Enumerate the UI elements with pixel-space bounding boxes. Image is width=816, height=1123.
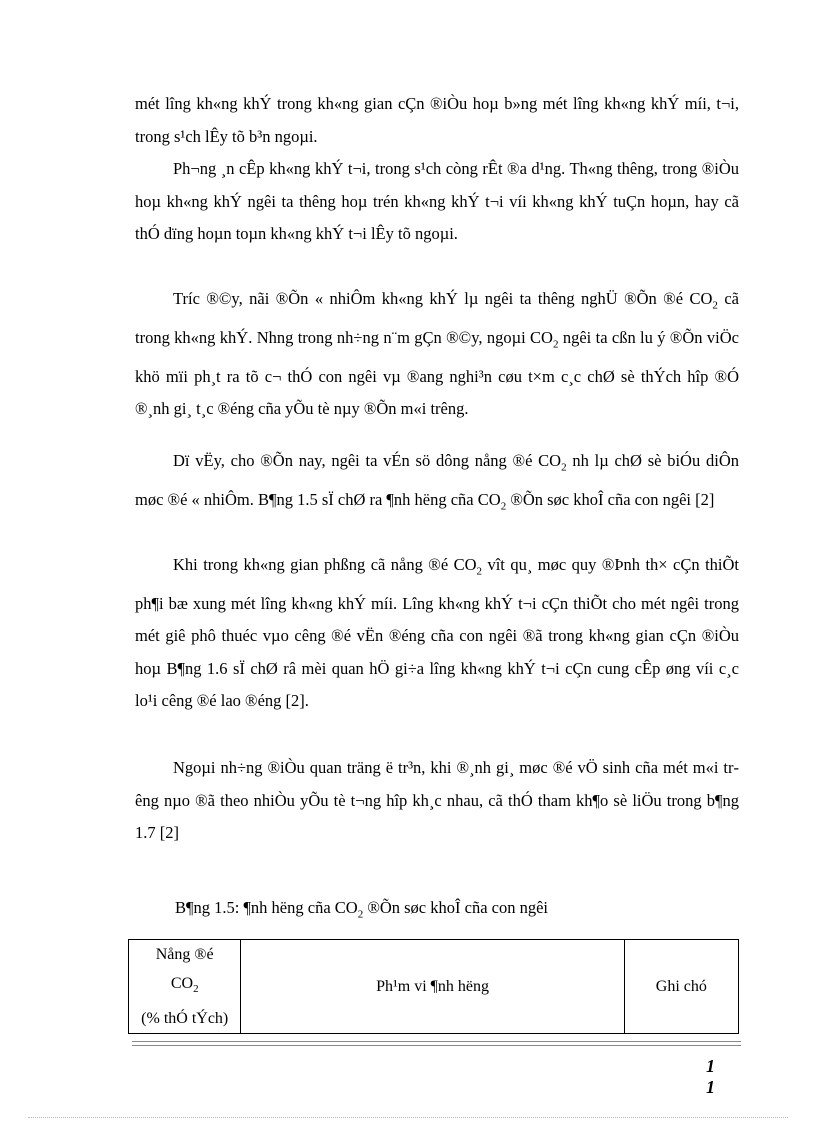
paragraph-4-text bbox=[135, 445, 739, 523]
paragraph-4-part-a: Dï vËy, cho ®Õn nay, ngêi ta vÉn sö dông nång ®é CO bbox=[173, 451, 562, 470]
paragraph-3-part-c: ngêi ta cßn lu ý ®Õn viÖc khö mïi ph¸t ra tõ c¬ thÓ con ngêi vµ ®ang nghi³n cøu t×m c¸c chØ sè thÝch hîp ®Ó ®¸nh gi¸ t¸c ®éng cña yÕu tè nµy ®Õn m«i trêng. bbox=[135, 327, 739, 419]
paragraph-6-text: Ngoµi nh÷ng ®iÒu quan träng ë tr³n, khi ®¸nh gi¸ møc ®é vÖ sinh cña mét m«i trêng nµo ®ã theo nhiÒu yÕu tè t¬ng hîp kh¸c nhau, cã thÓ tham kh¶o sè liÖu trong b¶ng 1.7 [2] bbox=[135, 758, 739, 842]
co2-subscript: 2 bbox=[500, 500, 507, 513]
footer-rule-bottom bbox=[132, 1045, 741, 1046]
header-co2-label: CO bbox=[170, 975, 194, 992]
co2-subscript: 2 bbox=[476, 565, 483, 578]
paragraph-4-part-b: nh lµ chØ sè biÓu diÔn møc ®é « nhiÔm. B¶ng 1.5 sÏ chØ ra ¶nh hëng cña CO bbox=[135, 451, 739, 509]
header-concentration-line-3: (% thÓ tÝch) bbox=[141, 1010, 229, 1028]
paragraph-3-part-b: cã trong kh«ng khÝ. Nhng trong nh÷ng n¨m gÇn ®©y, ngoµi CO bbox=[135, 289, 739, 347]
page-number-line-1: 1 bbox=[706, 1056, 715, 1076]
header-notes: Ghi chó bbox=[624, 940, 738, 1034]
paragraph-6 bbox=[135, 752, 739, 850]
paragraph-1 bbox=[135, 88, 739, 153]
paragraph-5-text bbox=[135, 549, 739, 718]
paragraph-3-part-a: Tríc ®©y, nãi ®Õn « nhiÔm kh«ng khÝ lµ ngêi ta thêng nghÜ ®Õn ®é CO bbox=[173, 289, 713, 308]
paragraph-1-text: mét lîng kh«ng khÝ trong kh«ng gian cÇn ®iÒu hoµ b»ng mét lîng kh«ng khÝ míi, t¬i, trong s¹ch lÊy tõ b³n ngoµi. bbox=[135, 94, 739, 146]
table-caption bbox=[175, 898, 548, 920]
paragraph-3 bbox=[135, 283, 739, 426]
paragraph-4-part-c: ®Õn søc khoÎ cña con ngêi [2] bbox=[506, 489, 715, 509]
paragraph-4 bbox=[135, 445, 739, 523]
header-effect-range: Ph¹m vi ¶nh hëng bbox=[241, 940, 624, 1034]
co2-effects-table bbox=[128, 939, 739, 1034]
co2-subscript: 2 bbox=[561, 461, 567, 474]
header-concentration-line-1: Nång ®é bbox=[155, 946, 214, 963]
co2-subscript: 2 bbox=[552, 338, 559, 351]
paragraph-5-part-a: Khi trong kh«ng gian phßng cã nång ®é CO bbox=[173, 555, 477, 574]
paragraph-2-text: Ph¬ng ¸n cÊp kh«ng khÝ t¬i, trong s¹ch còng rÊt ®a d¹ng. Th«ng thêng, trong ®iÒu hoµ kh«ng khÝ ngêi ta thêng hoµ trén kh«ng khÝ t¬i víi kh«ng khÝ tuÇn hoµn, hay cã thÓ dïng hoµn toµn kh«ng khÝ t¬i lÊy tõ ngoµi. bbox=[135, 159, 739, 243]
header-concentration bbox=[129, 940, 241, 1034]
header-concentration-line-2 bbox=[129, 969, 240, 1004]
co2-subscript: 2 bbox=[357, 908, 364, 921]
paragraph-3-text bbox=[135, 283, 739, 426]
co2-subscript: 2 bbox=[712, 299, 718, 312]
table-caption-part-a: B¶ng 1.5: ¶nh hëng cña CO bbox=[175, 898, 358, 917]
table-caption-part-b: ®Õn søc khoÎ cña con ngêi bbox=[363, 898, 549, 917]
page-number-line-2: 1 bbox=[706, 1077, 715, 1097]
paragraph-5-part-b: vît qu¸ møc quy ®Þnh th× cÇn thiÕt ph¶i bæ xung mét lîng kh«ng khÝ míi. Lîng kh«ng khÝ t¬i cÇn thiÕt cho mét ngêi trong mét giê phô thuéc vµo cêng ®é vËn ®éng cña con ngêi ®ã trong kh«ng gian cÇn ®iÒu hoµ B¶ng 1.6 sÏ chØ râ mèi quan hÖ gi÷a lîng kh«ng khÝ t¬i cÇn cung cÊp øng víi c¸c lo¹i cêng ®é lao ®éng [2]. bbox=[135, 555, 739, 711]
co2-subscript: 2 bbox=[193, 983, 199, 996]
table-header-row bbox=[129, 940, 739, 1034]
paragraph-2 bbox=[135, 153, 739, 251]
page-bottom-dotted-border bbox=[28, 1117, 788, 1118]
footer-rule-top bbox=[132, 1041, 741, 1042]
paragraph-5 bbox=[135, 549, 739, 718]
